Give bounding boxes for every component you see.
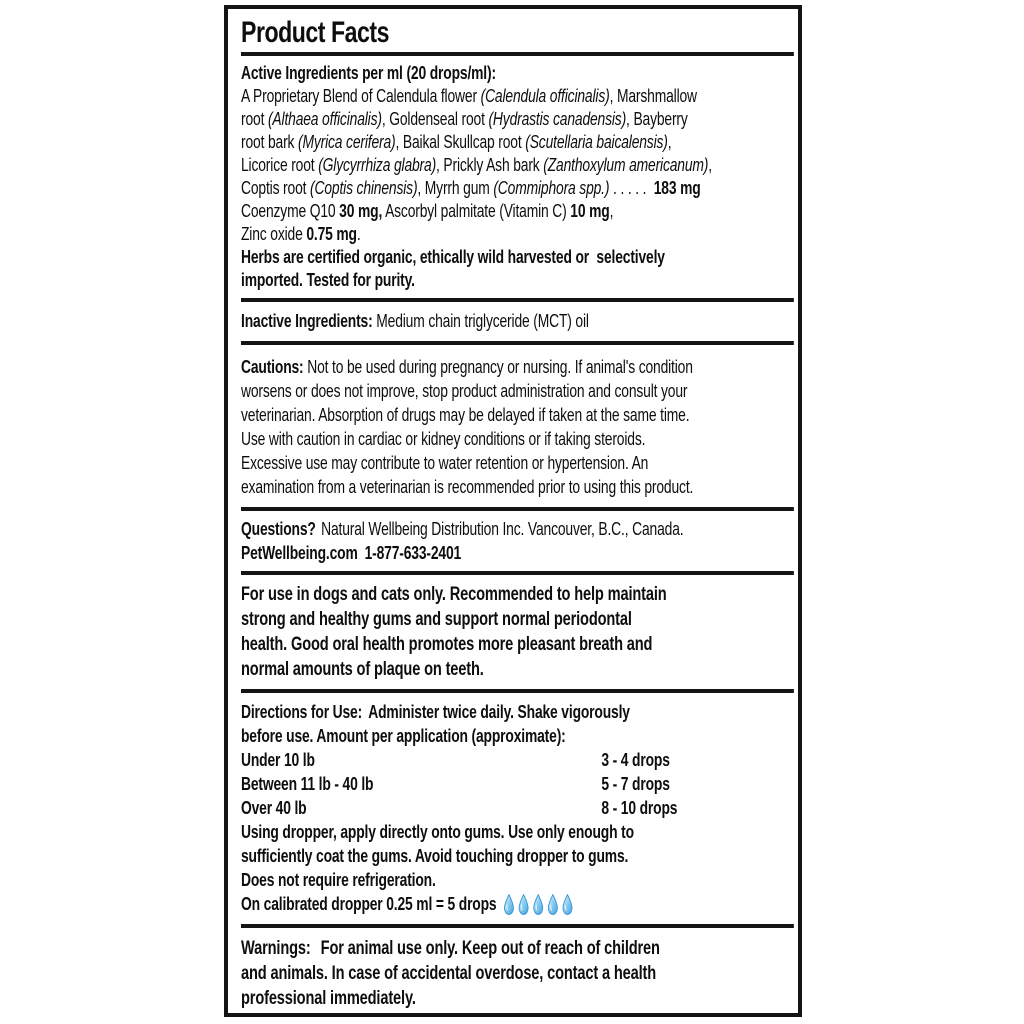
- active-ingredients-section: [241, 62, 794, 292]
- divider: [241, 571, 794, 575]
- dosage-amount: 5 - 7 drops: [601, 774, 670, 794]
- questions-phone: 1-877-633-2401: [364, 543, 462, 563]
- water-droplet-icon: [561, 894, 573, 915]
- dosage-amount: 3 - 4 drops: [601, 750, 670, 770]
- dosage-row: [241, 796, 794, 820]
- label-content: [241, 16, 794, 1011]
- inactive-ingredients-section: [241, 302, 794, 341]
- directions-intro-1: Administer twice daily. Shake vigorously: [368, 702, 630, 722]
- water-droplet-icon: [503, 894, 515, 915]
- page-title: Product Facts: [241, 16, 390, 49]
- water-droplet-icon: [532, 894, 544, 915]
- divider: [241, 341, 794, 345]
- inactive-ingredients-text: Medium chain triglyceride (MCT) oil: [376, 311, 589, 331]
- dosage-row: [241, 772, 794, 796]
- divider: [241, 689, 794, 693]
- directions-section: [241, 700, 794, 916]
- questions-website: PetWellbeing.com: [241, 543, 358, 563]
- questions-org: Natural Wellbeing Distribution Inc. Vancouver, B.C., Canada.: [321, 519, 684, 539]
- warnings-label: Warnings:: [241, 938, 311, 959]
- usage-claim: For use in dogs and cats only. Recommended to help maintain strong and healthy gums and support normal periodontal health. Good oral health promotes more pleasant breath and normal amounts of plaque on teeth.: [241, 584, 667, 680]
- dosage-weight: Over 40 lb: [241, 798, 307, 818]
- inactive-ingredients-label: Inactive Ingredients:: [241, 311, 373, 331]
- active-ingredients-body: A Proprietary Blend of Calendula flower (Calendula officinalis), Marshmallow root (Althaea officinalis), Goldenseal root (Hydrastis canadensis), Bayberry root bark (Myrica cerifera), Baikal Skullcap root (Scutellaria baicalensis), Licorice root (Glycyrrhiza glabra), Prickly Ash bark (Zanthoxylum americanum), Coptis root (Coptis chinensis), Myrrh gum (Commiphora spp.) . . . . . 183 mg Coenzyme Q10 30 mg, Ascorbyl palmitate (Vitamin C) 10 mg, Zinc oxide 0.75 mg.: [241, 86, 712, 244]
- refrigeration-note: Does not require refrigeration.: [241, 870, 436, 890]
- warnings-section: [241, 936, 794, 1011]
- droplet-icons: [503, 894, 574, 915]
- dropper-note-text: On calibrated dropper 0.25 ml = 5 drops: [241, 894, 497, 914]
- questions-label: Questions?: [241, 519, 316, 539]
- dosage-row: [241, 748, 794, 772]
- dropper-note-row: [241, 892, 794, 916]
- product-facts-label: [224, 5, 802, 1017]
- divider: [241, 507, 794, 511]
- dosage-weight: Between 11 lb - 40 lb: [241, 774, 374, 794]
- dosage-weight: Under 10 lb: [241, 750, 315, 770]
- questions-section: [241, 517, 794, 565]
- warnings-text: For animal use only. Keep out of reach of children and animals. In case of accidental overdose, contact a health professional immediately.: [241, 938, 660, 1009]
- cautions-section: Cautions: Not to be used during pregnancy or nursing. If animal's condition worsens or does not improve, stop product administration and consult your veterinarian. Absorption of drugs may be delayed if taken at the same time. Use with caution in cardiac or kidney conditions or if taking steroids. Excessive use may contribute to water retention or hypertension. An examination from a veterinarian is recommended prior to using this product.: [241, 357, 694, 497]
- active-ingredients-heading: Active Ingredients per ml (20 drops/ml):: [241, 63, 496, 83]
- dosage-amount: 8 - 10 drops: [601, 798, 678, 818]
- divider: [241, 924, 794, 928]
- directions-intro-2: before use. Amount per application (approximate):: [241, 726, 566, 746]
- directions-heading: [241, 700, 794, 748]
- certified-note: Herbs are certified organic, ethically wild harvested or selectively imported. Tested for purity.: [241, 247, 665, 290]
- water-droplet-icon: [547, 894, 559, 915]
- directions-label: Directions for Use:: [241, 702, 363, 722]
- directions-notes: Using dropper, apply directly onto gums. Use only enough to sufficiently coat the gums. Avoid touching dropper to gums.: [241, 822, 634, 866]
- divider: [241, 52, 794, 56]
- water-droplet-icon: [517, 894, 529, 915]
